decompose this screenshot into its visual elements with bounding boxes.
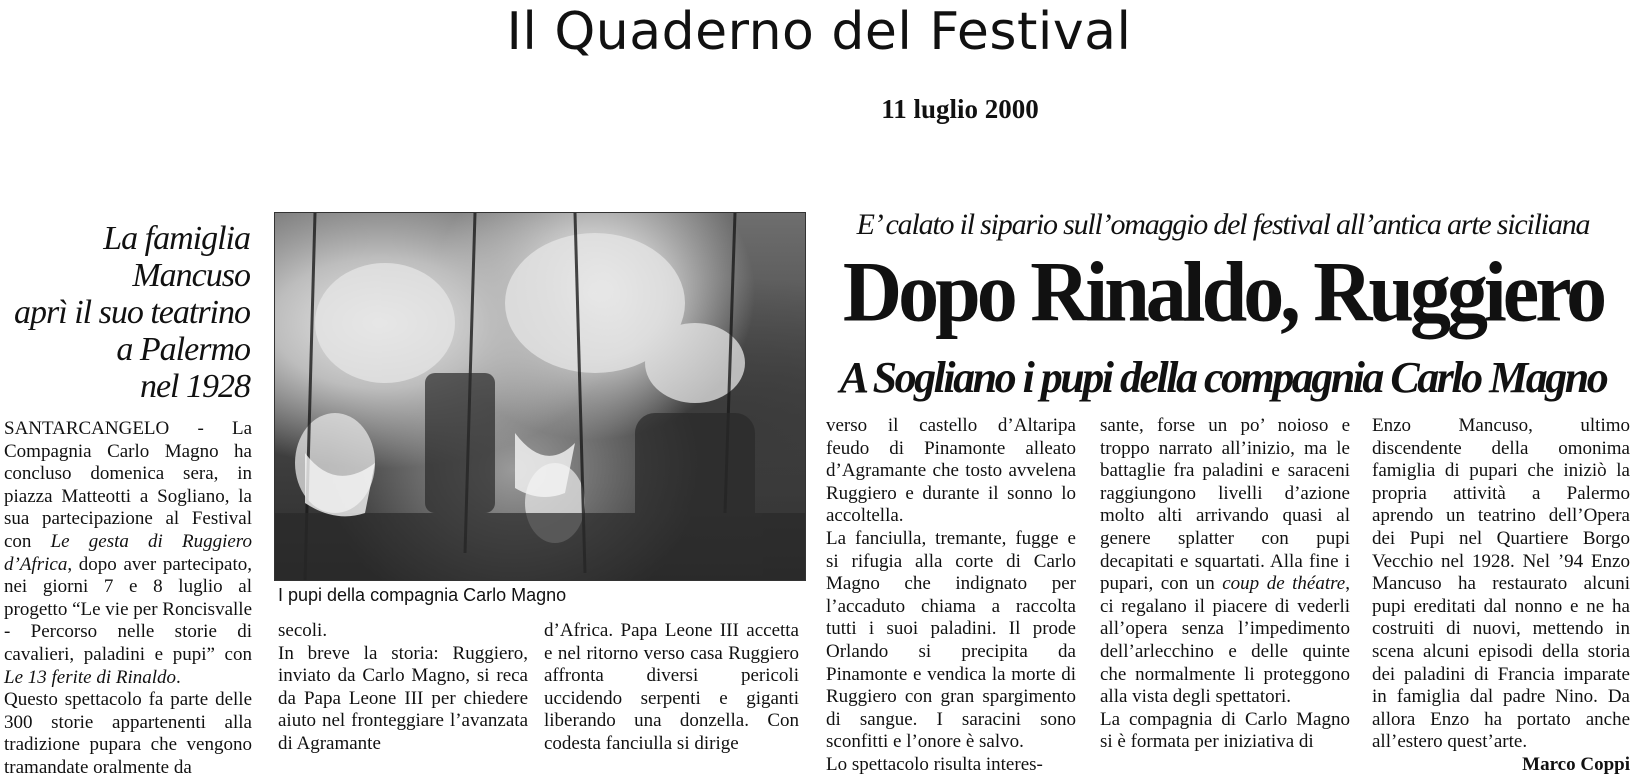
italic-phrase: coup de théatre <box>1222 573 1346 595</box>
side-title-line: aprì il suo teatrino <box>14 294 250 331</box>
text-run: . <box>176 666 181 688</box>
article-column-4 <box>826 415 1076 777</box>
text-run: sante, forse un po’ noioso e troppo narrato all’inizio, ma le battaglie fra paladini e saraceni raggiungono livelli d’azione molto alti arrivando quasi al genere splatter con pupi decapitati e squartati. Alla fine i pupari, con un <box>1100 415 1350 595</box>
side-title-line: Mancuso <box>132 257 250 294</box>
paragraph: In breve la storia: Ruggiero, inviato da Carlo Magno, si reca da Papa Leone III per chiedere aiuto nel fronteggiare l’avanzata di Agramante <box>278 642 528 754</box>
side-title-line: nel 1928 <box>139 368 250 405</box>
subheadline: A Sogliano i pupi della compagnia Carlo Magno <box>839 353 1607 402</box>
publication-date: 11 luglio 2000 <box>881 94 1039 124</box>
paragraph: La fanciulla, tremante, fugge e si rifugia alla corte di Carlo Magno che indignato per l’accaduto chiama a raccolta tutti i suoi paladini. Il prode Orlando si precipita da Pinamonte e vendica la morte di Ruggiero con gran spargimento di sangue. I saracini sono sconfitti e l’onore è salvo. <box>826 527 1076 753</box>
article-column-6 <box>1372 415 1630 777</box>
masthead-title: Il Quaderno del Festival <box>506 2 1132 62</box>
paragraph: Lo spettacolo risulta interes- <box>826 753 1043 775</box>
article-column-1 <box>4 418 252 780</box>
title-italic: Le 13 ferite di Rinaldo <box>4 666 177 688</box>
paragraph: Questo spettacolo fa parte delle 300 storie appartenenti alla tradizione pupara che vengono tramandate oralmente da <box>4 689 252 778</box>
paragraph: Enzo Mancuso, ultimo discendente della omonima famiglia di pupari che iniziò la propria attività a Palermo aprendo un teatrino dell’Opera dei Pupi nel Quartiere Borgo Vecchio nel 1928. Nel ’94 Enzo Mancuso ha restaurato alcuni pupi ereditati dal nonno e ne ha costruiti di nuovi, mettendo in scena alcuni episodi della storia dei paladini di Francia imparate in famiglia dal padre Nino. Da allora Enzo ha portato anche all’estero quest’arte. <box>1372 415 1630 753</box>
kicker: E’ calato il sipario sull’omaggio del festival all’antica arte siciliana <box>856 208 1590 241</box>
paragraph <box>1100 415 1350 709</box>
text-run: , dopo aver partecipato, nei giorni 7 e 8 luglio al progetto “Le vie per Roncisvalle - Percorso nelle storie di cavalieri, paladini e pupi” con <box>4 553 252 665</box>
text-run: , ci regalano il piacere di vederli all’opera senza l’impedimento dell’arlecchino e delle quinte che normalmente li proteggono alla vista degli spettatori. <box>1100 573 1350 708</box>
text-run: SANTARCANGELO - La Compagnia Carlo Magno ha concluso domenica sera, in piazza Matteotti a Sogliano, la sua partecipazione al Festival con <box>4 418 252 552</box>
side-title <box>4 220 250 405</box>
paragraph: La compagnia di Carlo Magno si è formata per iniziativa di <box>1100 708 1350 753</box>
article-column-5 <box>1100 415 1350 754</box>
side-title-line: a Palermo <box>116 331 250 368</box>
article-column-2 <box>278 620 528 756</box>
photo-texture <box>275 213 805 580</box>
article-column-3 <box>544 620 799 756</box>
paragraph: secoli. <box>278 620 328 641</box>
paragraph: d’Africa. Papa Leone III accetta e nel ritorno verso casa Ruggiero affronta diversi pericoli uccidendo serpenti e giganti liberando una donzella. Con codesta fanciulla si dirige <box>544 620 799 754</box>
puppets-photo <box>274 212 806 581</box>
title-italic: Le gesta di Ruggiero d’Africa <box>4 530 252 575</box>
photo-caption: I pupi della compagnia Carlo Magno <box>278 585 567 605</box>
byline: Marco Coppi <box>1522 753 1630 775</box>
paragraph: verso il castello d’Altaripa feudo di Pinamonte alleato d’Agramante che tosto avvelena Ruggiero e durante il sonno lo accoltella. <box>826 415 1076 527</box>
headline: Dopo Rinaldo, Ruggiero <box>842 243 1604 340</box>
paragraph <box>4 418 252 689</box>
side-title-line: La famiglia <box>103 220 250 257</box>
